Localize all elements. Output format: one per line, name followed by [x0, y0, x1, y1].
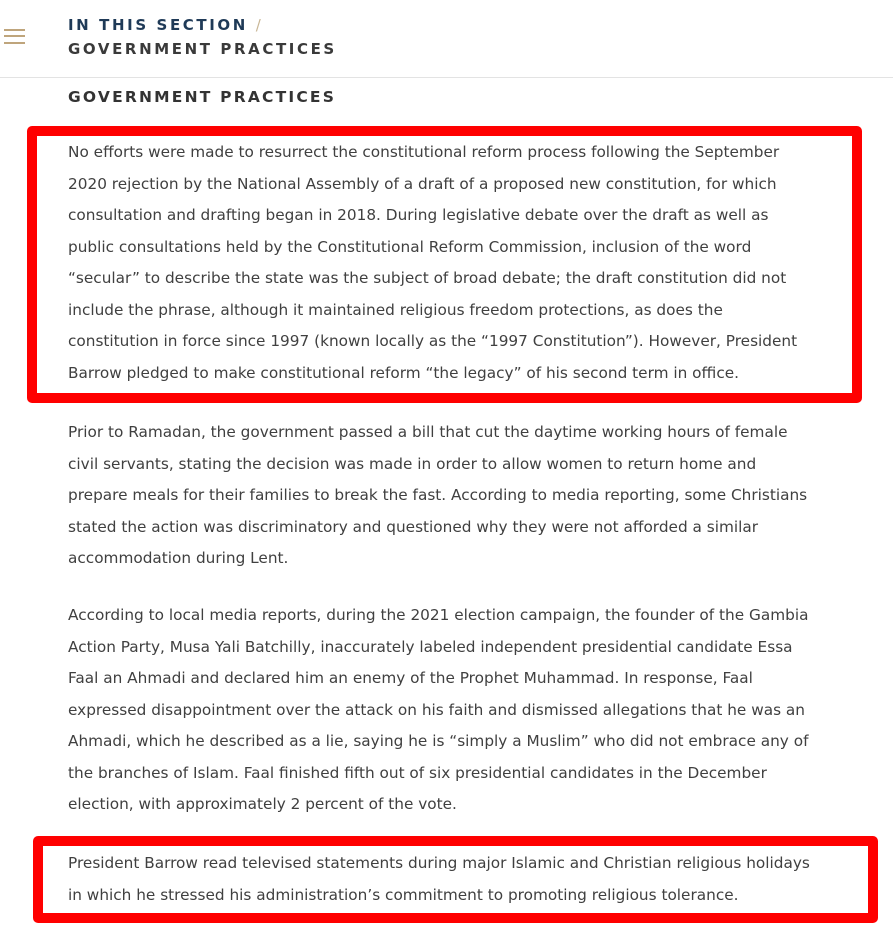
- menu-bar-middle: [4, 35, 25, 37]
- text-line: No efforts were made to resurrect the constitutional reform process following the September: [68, 143, 780, 161]
- text-line: include the phrase, although it maintained religious freedom protections, as does the: [68, 300, 723, 319]
- text-line: 2020 rejection by the National Assembly of a draft of a proposed new constitution, for which: [68, 174, 777, 193]
- highlight-box-televised-statements: [33, 836, 878, 923]
- text-line: Action Party, Musa Yali Batchilly, inaccurately labeled independent presidential candidate Essa: [68, 637, 793, 656]
- text-line: public consultations held by the Constitutional Reform Commission, inclusion of the word: [68, 237, 752, 256]
- header-divider: [0, 77, 893, 78]
- text-line: the branches of Islam. Faal finished fifth out of six presidential candidates in the December: [68, 763, 767, 782]
- text-line: Ahmadi, which he described as a lie, saying he is “simply a Muslim” who did not embrace any of: [68, 732, 809, 750]
- menu-bar-top: [4, 29, 25, 31]
- text-line: accommodation during Lent.: [68, 549, 289, 567]
- text-line: stated the action was discriminatory and questioned why they were not afforded a similar: [68, 517, 759, 536]
- page-title: GOVERNMENT PRACTICES: [68, 88, 337, 106]
- section-breadcrumb: [68, 13, 337, 61]
- text-line: election, with approximately 2 percent of the vote.: [68, 795, 457, 813]
- text-line: expressed disappointment over the attack on his faith and dismissed allegations that he was an: [68, 700, 805, 719]
- text-line: Prior to Ramadan, the government passed a bill that cut the daytime working hours of female: [68, 423, 788, 441]
- text-line: Faal an Ahmadi and declared him an enemy of the Prophet Muhammad. In response, Faal: [68, 669, 753, 687]
- text-line: prepare meals for their families to break the fast. According to media reporting, some Christians: [68, 486, 808, 504]
- text-line: in which he stressed his administration’s commitment to promoting religious tolerance.: [68, 885, 739, 904]
- breadcrumb-separator: /: [255, 16, 264, 34]
- text-line: “secular” to describe the state was the subject of broad debate; the draft constitution did not: [68, 269, 787, 287]
- text-line: President Barrow read televised statements during major Islamic and Christian religious holidays: [68, 854, 810, 872]
- text-line: constitution in force since 1997 (known locally as the “1997 Constitution”). However, President: [68, 332, 798, 350]
- hamburger-menu-icon[interactable]: [4, 27, 25, 45]
- menu-bar-bottom: [4, 42, 25, 44]
- text-line: consultation and drafting began in 2018. During legislative debate over the draft as well as: [68, 206, 769, 224]
- text-line: According to local media reports, during the 2021 election campaign, the founder of the Gambia: [68, 606, 809, 624]
- section-label[interactable]: IN THIS SECTION: [68, 16, 248, 34]
- text-line: civil servants, stating the decision was made in order to allow women to return home and: [68, 454, 757, 473]
- text-line: Barrow pledged to make constitutional reform “the legacy” of his second term in office.: [68, 363, 740, 382]
- current-section[interactable]: GOVERNMENT PRACTICES: [68, 40, 337, 58]
